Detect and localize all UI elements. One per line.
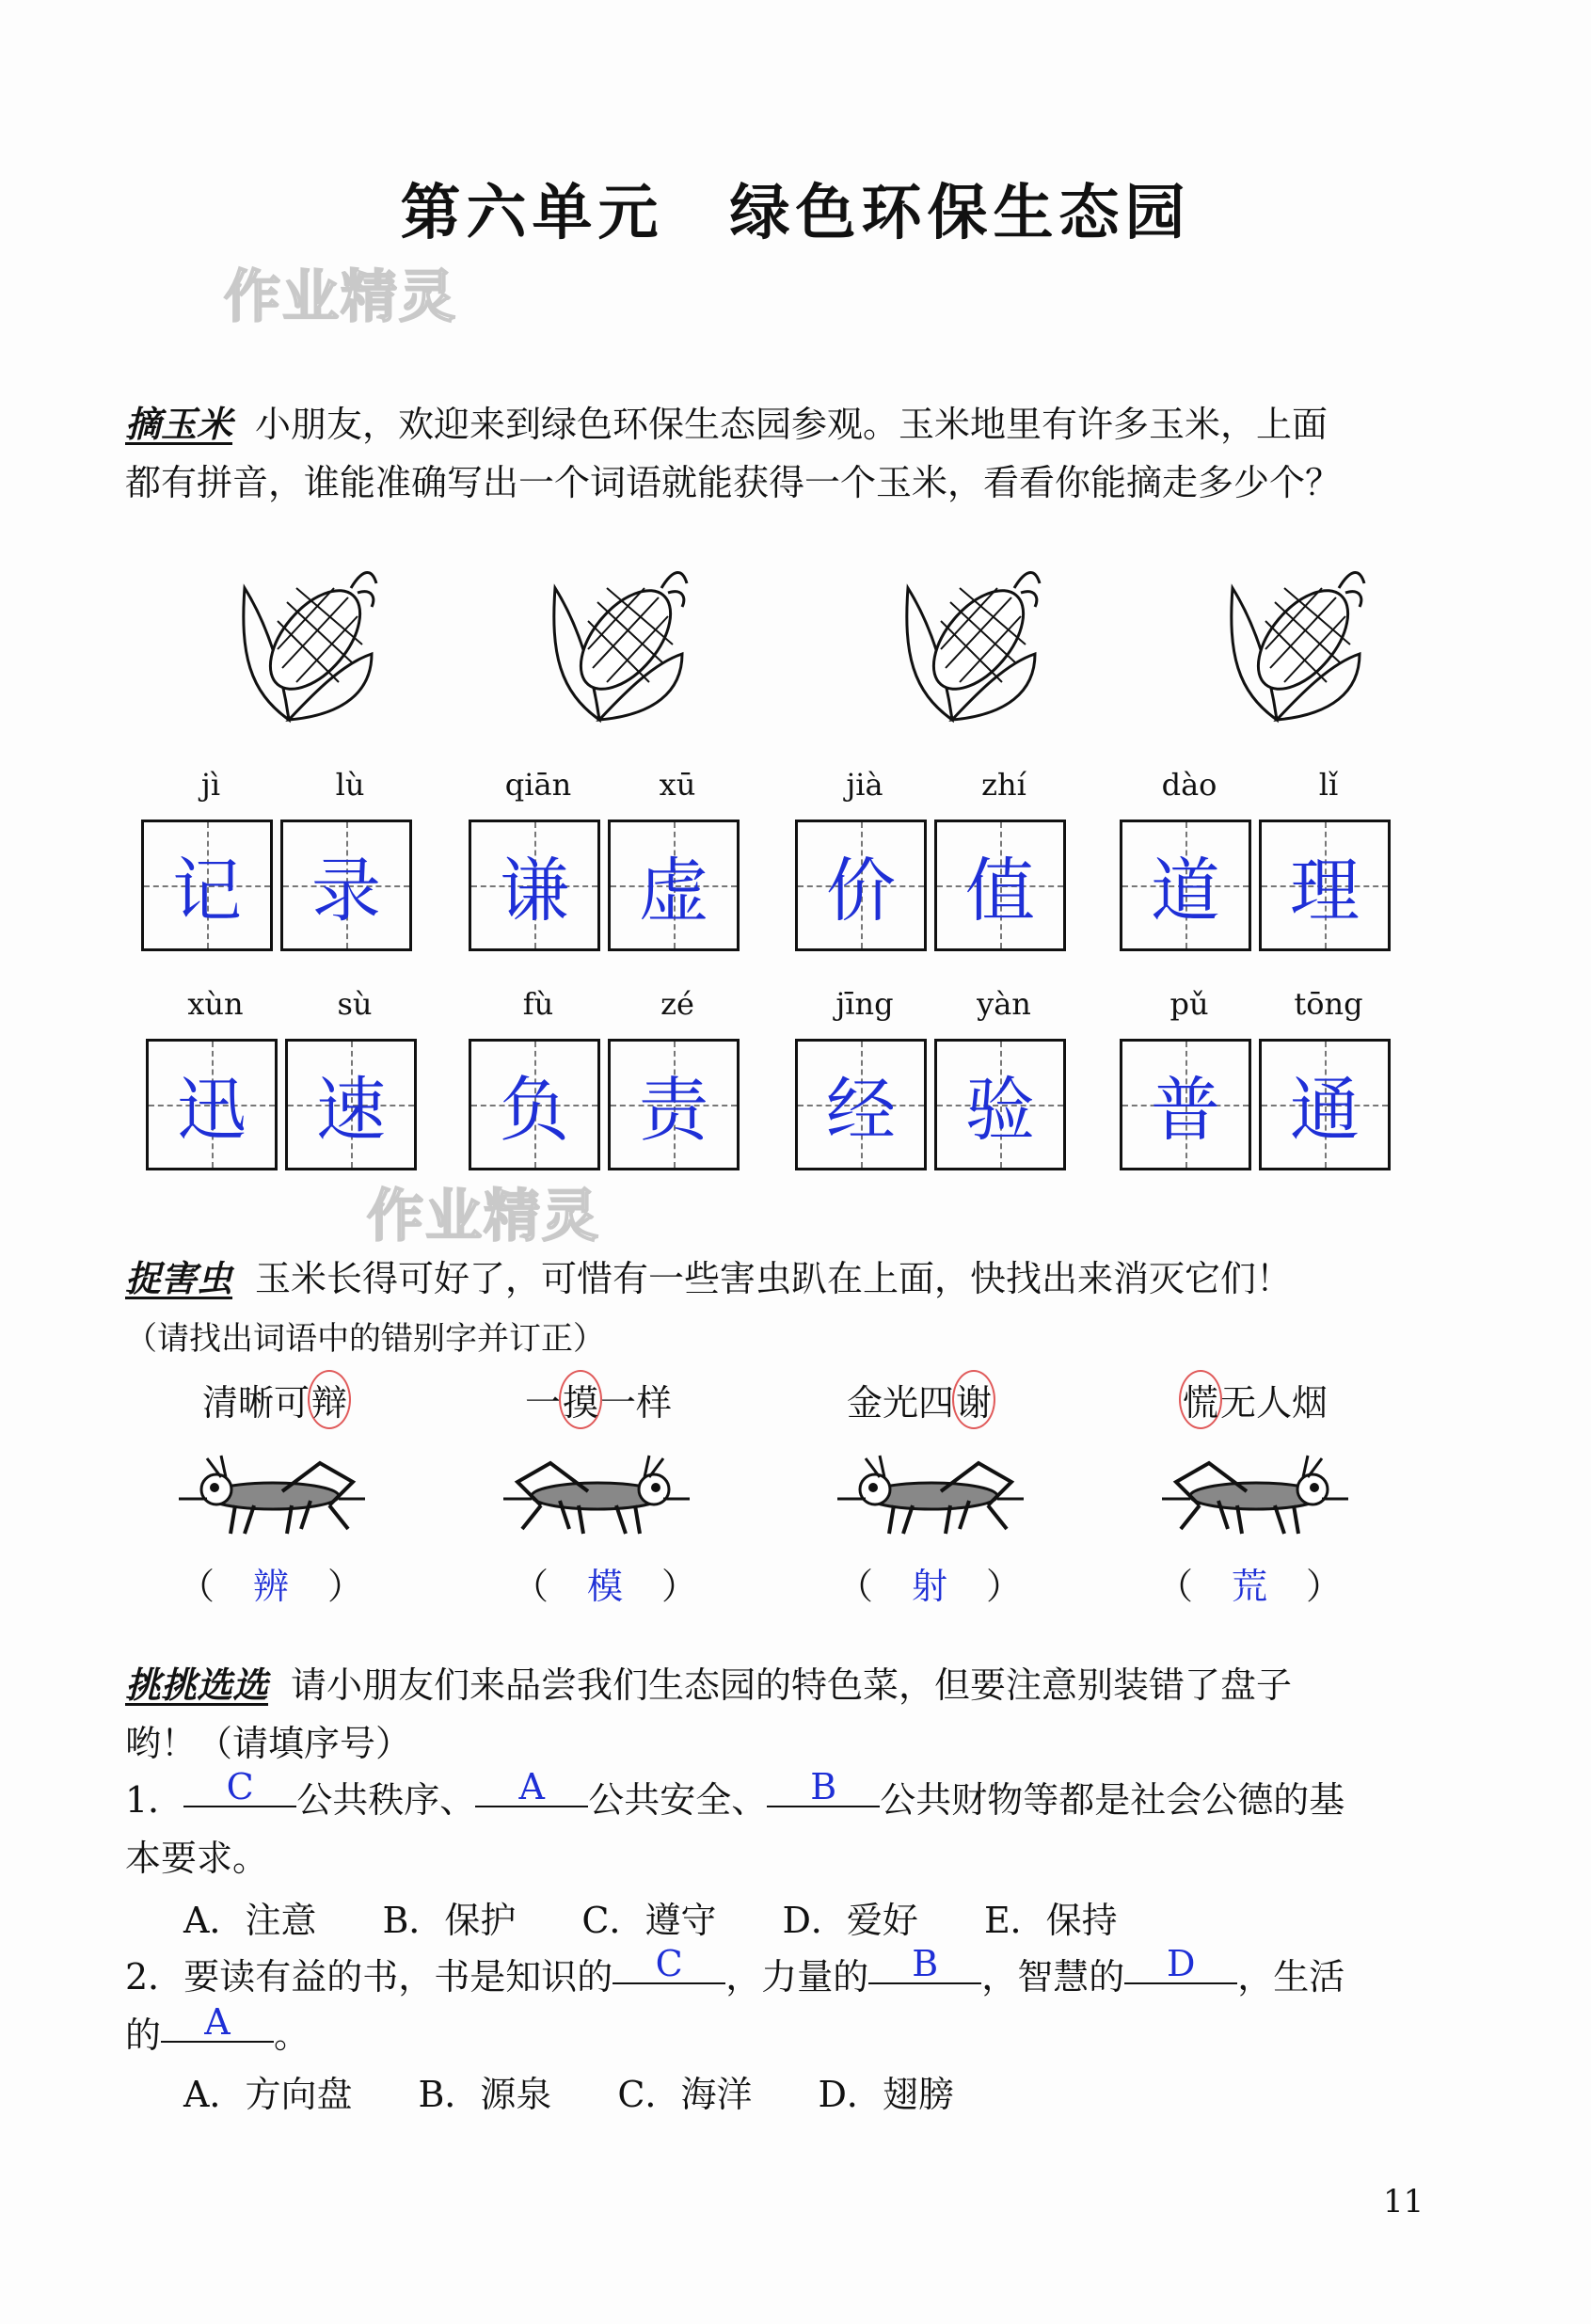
question-1: 1． C 公共秩序、 A 公共安全、 B 公共财物等都是社会公德的基 本要求。 [125, 1766, 1345, 1879]
tian-grid-cell[interactable]: 值 [934, 820, 1066, 951]
grasshopper-icon [1162, 1454, 1350, 1557]
watermark-logo: 作业精灵 [224, 264, 457, 330]
answer-field[interactable]: 射 [912, 1566, 948, 1607]
answer-blank[interactable]: D [1124, 1945, 1237, 1984]
option-item: C．海洋 [617, 2074, 753, 2115]
tian-grid-cell[interactable]: 责 [608, 1039, 740, 1170]
option-item: E．保持 [983, 1900, 1118, 1941]
tian-grid-cell[interactable]: 记 [141, 820, 273, 951]
section3-intro: 挑挑选选 请小朋友们来品尝我们生态园的特色菜，但要注意别装错了盘子 哟！（请填序号） [125, 1664, 1293, 1764]
answer-blank[interactable]: A [475, 1768, 588, 1807]
tian-grid-cell[interactable]: 经 [795, 1039, 927, 1170]
answer-field[interactable]: 模 [587, 1566, 624, 1607]
answer-blank[interactable]: B [868, 1945, 981, 1984]
corn-icon [1218, 550, 1369, 729]
pinyin-word: fù zé 负 责 [469, 986, 747, 1170]
correction-answer: （ 射 ） [837, 1557, 1022, 1609]
options-list [183, 2065, 1020, 2117]
section2-intro: 捉害虫 玉米长得可好了，可惜有一些害虫趴在上面，快找出来消灭它们！ （请找出词语中的错别字并订正） [125, 1258, 1293, 1358]
error-phrase: 一摸一样 [525, 1374, 672, 1425]
error-phrase: 慌无人烟 [1181, 1374, 1328, 1425]
pinyin-word: qiān xū 谦 虚 [469, 767, 747, 951]
tian-grid-cell[interactable]: 迅 [146, 1039, 278, 1170]
pinyin-word: dào lǐ 道 理 [1120, 767, 1398, 951]
error-phrase: 金光四谢 [847, 1374, 994, 1425]
options-list [183, 1891, 1184, 1943]
answer-blank[interactable]: A [161, 2003, 274, 2043]
option-item: B．保护 [382, 1900, 517, 1941]
circled-error: 辩 [308, 1370, 351, 1429]
tian-grid-cell[interactable]: 负 [469, 1039, 600, 1170]
tian-grid-cell[interactable]: 普 [1120, 1039, 1251, 1170]
option-item: D．翅膀 [818, 2074, 954, 2115]
correction-answer: （ 模 ） [513, 1557, 697, 1609]
answer-field[interactable]: 荒 [1232, 1566, 1268, 1607]
pinyin-word: pǔ tōng 普 通 [1120, 986, 1398, 1170]
answer-blank[interactable]: C [613, 1945, 725, 1984]
correction-answer: （ 荒 ） [1157, 1557, 1342, 1609]
option-item: A．注意 [183, 1900, 317, 1941]
tian-grid-cell[interactable]: 通 [1259, 1039, 1391, 1170]
answer-blank[interactable]: C [183, 1768, 296, 1807]
circled-error: 谢 [952, 1370, 995, 1429]
watermark-logo: 作业精灵 [367, 1184, 600, 1250]
answer-blank[interactable]: B [767, 1768, 880, 1807]
option-item: B．源泉 [418, 2074, 552, 2115]
tian-grid-cell[interactable]: 速 [285, 1039, 417, 1170]
tian-grid-cell[interactable]: 录 [280, 820, 412, 951]
pinyin-word: xùn sù 迅 速 [146, 986, 424, 1170]
grasshopper-icon [837, 1454, 1026, 1557]
corn-icon [231, 550, 381, 729]
page-title: 第六单元 绿色环保生态园 [400, 179, 1191, 248]
error-phrase: 清晰可辩 [202, 1374, 349, 1425]
grasshopper-icon [503, 1454, 692, 1557]
tian-grid-cell[interactable]: 验 [934, 1039, 1066, 1170]
corn-icon [894, 550, 1044, 729]
pinyin-word: jià zhí 价 值 [795, 767, 1074, 951]
option-item: D．爱好 [782, 1900, 918, 1941]
section1-label: 摘玉米 [125, 404, 233, 445]
answer-field[interactable]: 辨 [253, 1566, 290, 1607]
correction-answer: （ 辨 ） [179, 1557, 363, 1609]
circled-error: 慌 [1179, 1370, 1222, 1429]
pinyin-word: jì lù 记 录 [141, 767, 420, 951]
tian-grid-cell[interactable]: 价 [795, 820, 927, 951]
question-2: 2．要读有益的书，书是知识的 C ，力量的 B ，智慧的 D ，生活 的 A 。 [125, 1943, 1345, 2056]
tian-grid-cell[interactable]: 虚 [608, 820, 740, 951]
section1-intro: 摘玉米 小朋友，欢迎来到绿色环保生态园参观。玉米地里有许多玉米，上面 都有拼音，谁能准确写出一个词语就能获得一个玉米，看看你能摘走多少个？ [125, 404, 1342, 503]
tian-grid-cell[interactable]: 谦 [469, 820, 600, 951]
corn-icon [541, 550, 692, 729]
option-item: C．遵守 [581, 1900, 717, 1941]
tian-grid-cell[interactable]: 理 [1259, 820, 1391, 951]
grasshopper-icon [179, 1454, 367, 1557]
section3-label: 挑挑选选 [125, 1664, 269, 1706]
tian-grid-cell[interactable]: 道 [1120, 820, 1251, 951]
pinyin-word: jīng yàn 经 验 [795, 986, 1074, 1170]
section2-label: 捉害虫 [125, 1258, 233, 1299]
option-item: A．方向盘 [183, 2074, 353, 2115]
page-number: 11 [1383, 2183, 1424, 2221]
circled-error: 摸 [559, 1370, 602, 1429]
